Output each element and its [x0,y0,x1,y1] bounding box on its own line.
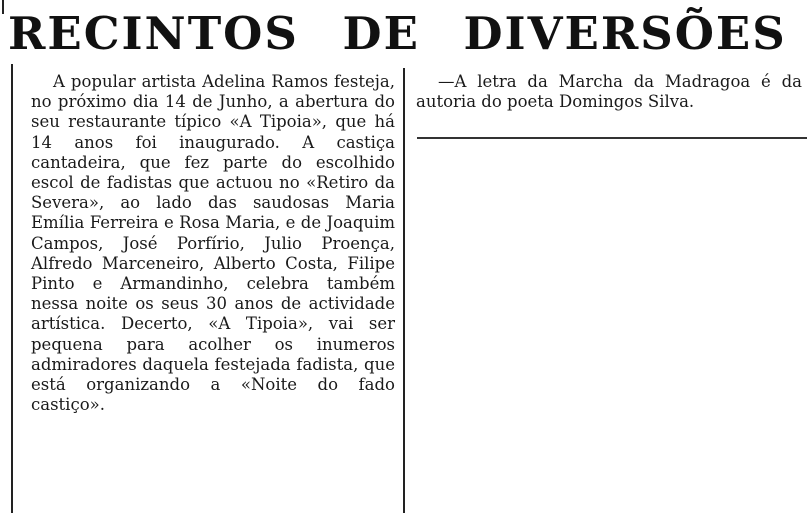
right-column-text: —A letra da Marcha da Madragoa é da autoria do poeta Domingos Silva. [416,72,802,112]
right-column-end-rule [417,137,807,139]
corner-mark [2,0,4,14]
headline: RECINTOS DE DIVERSÕES [8,7,787,60]
left-column-rule [11,64,13,513]
column-divider [403,68,405,513]
left-column-text: A popular artista Adelina Ramos festeja, no próximo dia 14 de Junho, a abertura do seu restaurante típico «A Tipoia», que há 14 anos foi inaugurado. A castiça cantadeira, que fez parte do escolhido escol de fadistas que actuou no «Retiro da Severa», ao lado das saudosas Maria Emília Ferreira e Rosa Maria, e de Joaquim Campos, José Porfírio, Julio Proença, Alfredo Marceneiro, Alberto Costa, Filipe Pinto e Armandinho, celebra também nessa noite os seus 30 anos de actividade artística. Decerto, «A Tipoia», vai ser pequena para acolher os inumeros admiradores daquela festejada fadista, que está organizando a «Noite do fado castiço». [31,72,395,415]
